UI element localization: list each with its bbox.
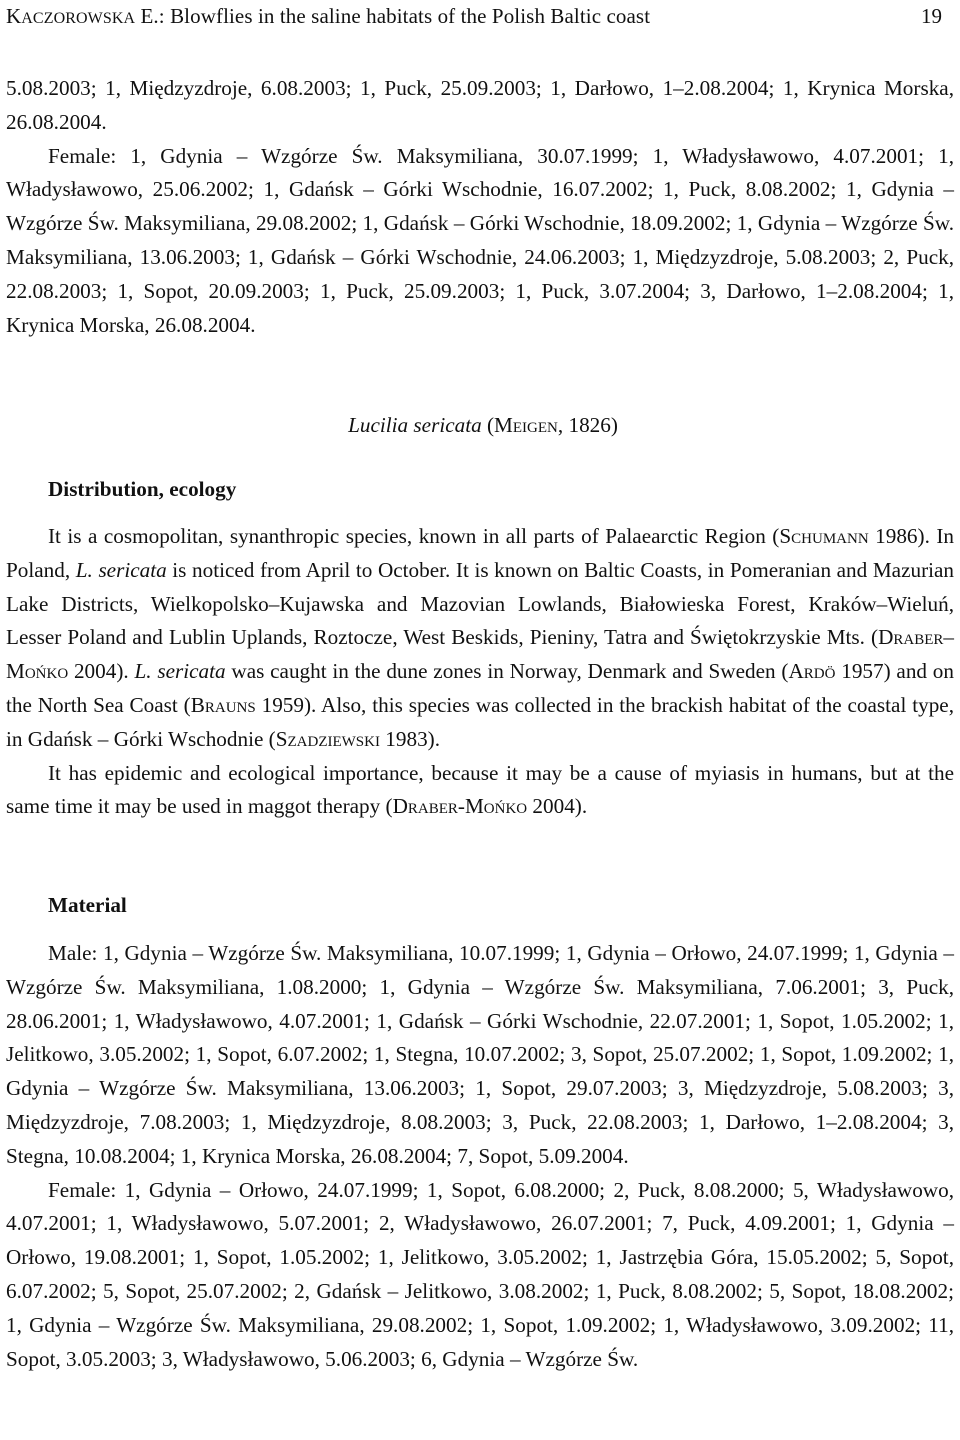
material-male-records: Male: 1, Gdynia – Wzgórze Św. Maksymiliana, 10.07.1999; 1, Gdynia – Orłowo, 24.07.1999; 1, Gdynia – Wzgórze Św. Maksymiliana, 1.08.2000; 1, Gdynia – Wzgórze Św. Maksymiliana, 7.06.2001; 3, Puck, 28.06.2001; 1, Władysławowo, 4.07.2001; 1, Gdańsk – Górki Wschodnie, 22.07.2001; 1, Sopot, 1.05.2002; 1, Jelitkowo, 3.05.2002; 1, Sopot, 6.07.2002; 1, Stegna, 10.07.2002; 3, Sopot, 25.07.2002; 1, Sopot, 1.09.2002; 1, Gdynia – Wzgórze Św. Maksymiliana, 13.06.2003; 1, Sopot, 29.07.2003; 3, Międzyzdroje, 5.08.2003; 3, Międzyzdroje, 7.08.2003; 1, Międzyzdroje, 8.08.2003; 3, Puck, 22.08.2003; 1, Darłowo, 1–2.08.2004; 3, Stegna, 10.08.2004; 1, Krynica Morska, 26.08.2004; 7, Sopot, 5.09.2004. xyxy=(6,941,954,1168)
species-author: Meigen xyxy=(494,413,558,437)
text-run: is noticed from April to October. It is known on Baltic Coasts, in Pomeranian and Mazurian Lake Districts, Wielkopolsko–Kujawska and Mazovian Lowlands, Białowieska Forest, Kraków–Wieluń, Lesser Poland and Lublin Uplands, Roztocze, West Beskids, Pieniny, Tatra and Świętokrzyskie Mts. ( xyxy=(6,557,955,650)
article-title: E.: Blowflies in the saline habitats of the Polish Baltic coast xyxy=(135,4,651,28)
distribution-paragraph-1 xyxy=(6,520,954,757)
species-epithet: sericata xyxy=(157,659,226,684)
text-run: 2004). xyxy=(527,794,588,819)
previous-material-block xyxy=(6,72,954,342)
text-run: was caught in the dune zones in Norway, Denmark and Sweden ( xyxy=(225,659,789,684)
running-title xyxy=(6,2,650,33)
species-epithet: sericata xyxy=(98,557,167,582)
species-year: , 1826) xyxy=(557,413,618,437)
text-run: It is a cosmopolitan, synanthropic species, known in all parts of Palaearctic Region ( xyxy=(48,524,780,548)
citation-author: Szadziewski xyxy=(275,726,380,751)
author-surname: ACZOROWSKA xyxy=(21,10,136,27)
text-run: 1959). Also, this species was collected in the brackish habitat of the coastal type, in Gdańsk – Górki Wschodnie ( xyxy=(6,692,954,751)
species-heading xyxy=(0,410,960,440)
citation-author: Draber–Mońko xyxy=(6,625,954,684)
text-run: It has epidemic and ecological importance, because it may be a cause of myiasis in humans, but at the same time it may be used in maggot therapy ( xyxy=(6,760,954,819)
genus-abbrev: L. xyxy=(134,659,152,684)
page-number: 19 xyxy=(921,4,942,28)
text-run: 1986). In Poland, xyxy=(6,524,954,582)
citation-author: Brauns xyxy=(190,692,256,717)
material-block xyxy=(6,937,954,1376)
citation-author: Draber-Mońko xyxy=(392,794,528,819)
author-initial: K xyxy=(6,4,22,28)
male-records-continued: 5.08.2003; 1, Międzyzdroje, 6.08.2003; 1, Puck, 25.09.2003; 1, Darłowo, 1–2.08.2004; 1, Krynica Morska, 26.08.2004. xyxy=(6,76,954,134)
distribution-heading: Distribution, ecology xyxy=(48,477,237,501)
species-name: Lucilia sericata xyxy=(348,413,482,437)
text-run: 1957) and on the North Sea Coast ( xyxy=(6,659,954,717)
material-female-records: Female: 1, Gdynia – Orłowo, 24.07.1999; 1, Sopot, 6.08.2000; 2, Puck, 8.08.2000; 5, Władysławowo, 4.07.2001; 1, Władysławowo, 5.07.2001; 2, Władysławowo, 26.07.2001; 7, Puck, 4.09.2001; 1, Gdynia – Orłowo, 19.08.2001; 1, Sopot, 1.05.2002; 1, Jelitkowo, 3.05.2002; 1, Jastrzębia Góra, 15.05.2002; 5, Sopot, 6.07.2002; 5, Sopot, 25.07.2002; 2, Gdańsk – Jelitkowo, 3.08.2002; 1, Puck, 8.08.2002; 5, Sopot, 18.08.2002; 1, Gdynia – Wzgórze Św. Maksymiliana, 29.08.2002; 1, Sopot, 1.09.2002; 1, Władysławowo, 3.09.2002; 11, Sopot, 3.05.2003; 3, Władysławowo, 5.06.2003; 6, Gdynia – Wzgórze Św. xyxy=(6,1177,954,1371)
species-author-open: ( xyxy=(481,413,495,437)
text-run: 2004). xyxy=(68,659,135,684)
running-header xyxy=(6,0,954,44)
female-records: Female: 1, Gdynia – Wzgórze Św. Maksymiliana, 30.07.1999; 1, Władysławowo, 4.07.2001; 1, Władysławowo, 25.06.2002; 1, Gdańsk – Górki Wschodnie, 16.07.2002; 1, Puck, 8.08.2002; 1, Gdynia – Wzgórze Św. Maksymiliana, 29.08.2002; 1, Gdańsk – Górki Wschodnie, 18.09.2002; 1, Gdynia – Wzgórze Św. Maksymiliana, 13.06.2003; 1, Gdańsk – Górki Wschodnie, 24.06.2003; 1, Międzyzdroje, 5.08.2003; 2, Puck, 22.08.2003; 1, Sopot, 20.09.2003; 1, Puck, 25.09.2003; 1, Puck, 3.07.2004; 3, Darłowo, 1–2.08.2004; 1, Krynica Morska, 26.08.2004. xyxy=(6,143,954,337)
distribution-block xyxy=(6,520,954,824)
genus-abbrev: L. xyxy=(75,557,93,582)
citation-author: Schumann xyxy=(779,524,869,548)
material-heading: Material xyxy=(48,893,127,917)
text-run: 1983). xyxy=(379,726,441,751)
citation-author: Ardö xyxy=(788,659,836,684)
distribution-paragraph-2 xyxy=(6,757,954,825)
